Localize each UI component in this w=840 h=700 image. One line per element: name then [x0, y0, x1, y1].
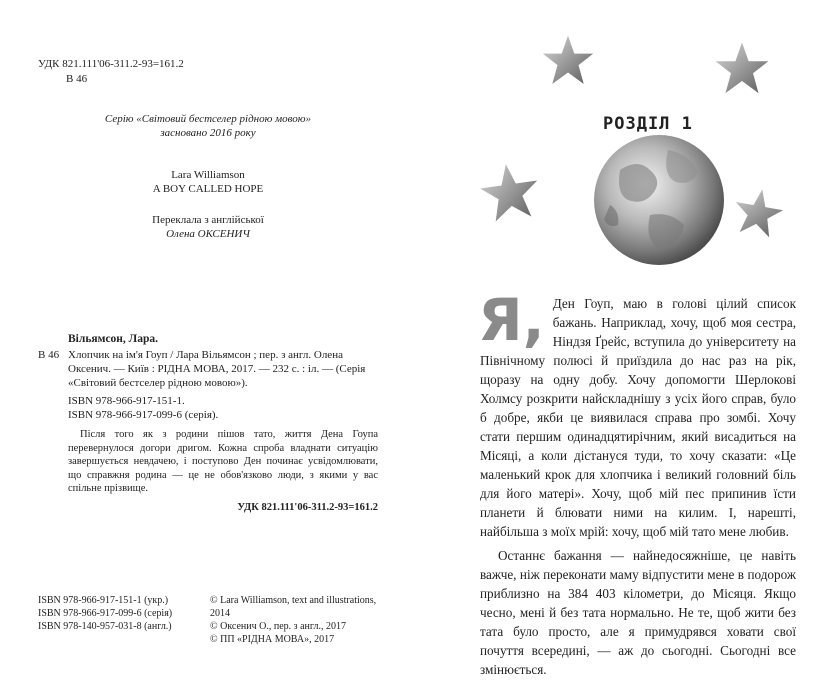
- chapter-body: [478, 286, 796, 679]
- star-icon: [716, 43, 769, 94]
- catalog-description: В 46 Хлопчик на ім'я Гоуп / Лара Вільямсон ; пер. з англ. Олена Оксенич. — Київ : РІДНА МОВА, 2017. — 232 с. : іл. — (Серія «Світовий бестселер рідною мовою»).: [38, 349, 366, 389]
- chapter-title: РОЗДІЛ 1: [603, 114, 693, 134]
- star-icon: [731, 185, 786, 239]
- catalog-author: Вільямсон, Лара.: [68, 333, 159, 345]
- udk-bottom: УДК 821.111'06-311.2-93=161.2: [237, 501, 378, 513]
- catalog-annotation: Після того як з родини пішов тато, життя Дена Гоупа перевернулося догори дригом. Кожна спроба владнати ситуацію завершується невдачею, і поступово Ден починає усвідомлювати, що справжня родина — це не обов'язково люди, з якими у вас спільне прізвище.: [68, 429, 378, 494]
- star-icon: [477, 160, 542, 223]
- chapter-illustration: [420, 0, 840, 290]
- paragraph-1: Я, Ден Гоуп, маю в голові цілий список бажань. Наприклад, хочу, щоб моя сестра, Ніндзя Ґрейс, вступила до університету на Північному полюсі й приїздила до нас раз на рік, щоразу на одну добу. Хочу допомогти Шерлокові Холмсу розкрити найскладнішу з усіх його справ, було б добре, якби це виявилася справа про зомбі. Хочу стати першим одинадцятирічним, який висадиться на Місяці, а коли дістануся туди, то хочу сказати: «Це маленький крок для хлопчика і великий головний біль для його матері». Хочу, щоб мій пес припинив їсти планети й блювати ними на килим. І, нарешті, найбільша з моїх мрій: хочу, щоб мій тато мене любив.: [478, 286, 796, 539]
- paragraph-2: Останнє бажання — найнедосяжніше, це навіть важче, ніж переконати маму відпустити мене в подорож приблизно на 384 403 кілометри, до Місяця. Якщо чесно, мені й без тата нормально. Не те, щоб жити без тата було просто, але я примудрявся ховати свої почуття всередині, — аж до сьогодні. Сьогодні все змінюється.: [480, 548, 796, 677]
- moon-earth-icon: [594, 135, 724, 265]
- catalog-isbn-2: ISBN 978-966-917-099-6 (серія).: [68, 409, 219, 421]
- udk-top: УДК 821.111'06-311.2-93=161.2: [38, 58, 184, 70]
- series-note: Серію «Світовий бестселер рідною мовою» засновано 2016 року: [104, 113, 312, 139]
- original-author: Lara Williamson: [171, 169, 245, 181]
- copyright-list: © Lara Williamson, text and illustrations, 2014 © Оксенич О., пер. з англ., 2017 © ПП «РІДНА МОВА», 2017: [210, 595, 377, 645]
- original-title: A BOY CALLED HOPE: [152, 183, 264, 195]
- translator-name: Олена ОКСЕНИЧ: [166, 228, 250, 240]
- drop-cap: Я,: [478, 286, 545, 354]
- right-page: [420, 0, 840, 700]
- original-credits: [38, 168, 378, 196]
- catalog-isbn-1: ISBN 978-966-917-151-1.: [68, 395, 185, 407]
- catalog-record: [38, 332, 378, 515]
- isbn-list: ISBN 978-966-917-151-1 (укр.) ISBN 978-966-917-099-6 (серія) ISBN 978-140-957-031-8 (англ.): [38, 595, 173, 632]
- index-code: В 46: [66, 73, 88, 85]
- translator-credits: Переклала з англійської Олена ОКСЕНИЧ: [38, 213, 378, 241]
- star-icon: [543, 36, 593, 84]
